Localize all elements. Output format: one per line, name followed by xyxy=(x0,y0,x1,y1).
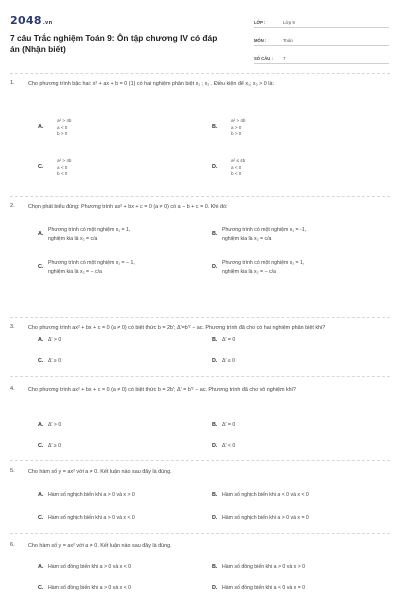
question-number: 2. xyxy=(10,203,15,209)
option-body xyxy=(222,259,304,276)
question-text: Cho hàm số y = ax² với a ≠ 0. Kết luận nào sau đây là đúng. xyxy=(28,469,172,475)
meta-value: Lớp 9 xyxy=(283,20,295,25)
option-body xyxy=(222,226,306,243)
option-body: Hàm số đồng biến khi a > 0 và x < 0 xyxy=(48,585,132,591)
option-body xyxy=(57,118,71,138)
option-line: Phương trình có một nghiệm x₁ = 1, xyxy=(48,227,131,233)
option-body: Δ' < 0 xyxy=(222,443,236,449)
divider xyxy=(10,73,390,74)
option-letter: C. xyxy=(38,358,44,364)
option-letter: D. xyxy=(212,515,218,521)
option-body: Hàm số đồng biến khi a < 0 và x = 0 xyxy=(222,585,306,591)
option-body: Hàm số nghịch biến khi a < 0 và x < 0 xyxy=(222,492,309,498)
option-letter: B. xyxy=(212,337,218,343)
question-text: Cho phương trình bậc hai: x² + ax + b = 0 (1) có hai nghiệm phân biệt x₁ ; x₂ . Điều kiện để x₁; x₂ > 0 là: xyxy=(28,81,274,87)
option-letter: D. xyxy=(212,443,218,449)
meta-label: MÔN : xyxy=(254,38,267,43)
meta-row-class xyxy=(254,15,389,28)
site-logo[interactable] xyxy=(10,14,52,27)
question-4 xyxy=(10,386,388,395)
logo-suffix: .vn xyxy=(42,20,53,26)
option-line: a² ≤ 4b xyxy=(231,158,246,163)
option-body: Hàm số nghịch biến khi a > 0 và x > 0 xyxy=(48,492,135,498)
question-text: Chọn phát biểu đúng: Phương trình ax² + bx + c = 0 (a ≠ 0) có a − b + c = 0. Khi đó: xyxy=(28,204,228,210)
question-number: 3. xyxy=(10,324,15,330)
option-letter: D. xyxy=(212,264,218,270)
option-body: Hàm số nghịch biến khi a > 0 và x = 0 xyxy=(222,515,309,521)
divider xyxy=(10,460,390,461)
option-body: Hàm số nghịch biến khi a > 0 và x < 0 xyxy=(48,515,135,521)
option-line: Phương trình có một nghiệm x₁ = -1, xyxy=(222,227,307,233)
question-text: Cho hàm số y = ax² với a ≠ 0. Kết luận nào sau đây là đúng. xyxy=(28,543,172,549)
option-body xyxy=(231,158,245,178)
option-body: Δ' ≥ 0 xyxy=(48,358,62,364)
option-letter: A. xyxy=(38,492,44,498)
page-title: 7 câu Trắc nghiệm Toán 9: Ôn tập chương IV có đáp án (Nhận biết) xyxy=(10,33,218,54)
meta-label: LỚP : xyxy=(254,20,266,25)
option-letter: B. xyxy=(212,492,218,498)
option-line: a < 0 xyxy=(231,164,242,170)
divider xyxy=(10,533,390,534)
logo-text: 2048 xyxy=(10,14,42,27)
option-line: b > 0 xyxy=(57,131,68,137)
option-line: b < 0 xyxy=(231,171,242,177)
option-line: nghiệm kia là x₂ = − c/a xyxy=(48,268,102,275)
option-letter: A. xyxy=(38,337,44,343)
option-line: a² > 4b xyxy=(57,158,72,163)
question-1 xyxy=(10,80,388,89)
divider xyxy=(10,376,390,377)
option-line: Phương trình có một nghiệm x₁ = 1, xyxy=(222,260,305,266)
meta-row-subject xyxy=(254,33,389,46)
option-body xyxy=(57,158,71,178)
option-body xyxy=(48,226,130,243)
option-letter: A. xyxy=(38,124,44,130)
question-text: Cho phương trình ax² + bx + c = 0 (a ≠ 0) có biệt thức b = 2b'; Δ'=b'² − ac. Phương trình đã cho có hai nghiệm phân biệt khi? xyxy=(28,325,326,331)
option-letter: B. xyxy=(212,422,218,428)
divider xyxy=(10,196,390,197)
option-letter: A. xyxy=(38,231,44,237)
question-number: 4. xyxy=(10,386,15,392)
option-letter: C. xyxy=(38,443,44,449)
divider xyxy=(10,317,390,318)
option-letter: A. xyxy=(38,422,44,428)
question-5 xyxy=(10,468,388,477)
option-line: nghiệm kia là x₂ = c/a xyxy=(222,235,272,242)
option-body: Δ' > 0 xyxy=(48,337,62,343)
question-number: 5. xyxy=(10,468,15,474)
option-body: Δ' = 0 xyxy=(222,422,236,428)
option-body xyxy=(48,259,135,276)
option-body: Hàm số đồng biến khi a > 0 và x > 0 xyxy=(222,564,306,570)
option-line: a > 0 xyxy=(231,124,242,130)
option-body: Δ' = 0 xyxy=(222,337,236,343)
option-letter: D. xyxy=(212,585,218,591)
question-number: 1. xyxy=(10,80,15,86)
option-letter: D. xyxy=(212,358,218,364)
option-letter: C. xyxy=(38,515,44,521)
option-letter: C. xyxy=(38,164,44,170)
option-body: Δ' ≤ 0 xyxy=(222,358,236,364)
option-line: b > 0 xyxy=(231,131,242,137)
meta-value: 7 xyxy=(283,56,286,61)
meta-value: Toán xyxy=(283,38,293,43)
option-line: Phương trình có một nghiệm x₁ = − 1, xyxy=(48,260,135,266)
question-3 xyxy=(10,324,388,333)
option-line: a < 0 xyxy=(57,124,68,130)
option-line: a < 0 xyxy=(57,164,68,170)
quiz-meta xyxy=(254,15,389,69)
option-line: a² > 4b xyxy=(231,118,246,123)
option-body: Δ' > 0 xyxy=(48,422,62,428)
option-line: a² > 4b xyxy=(57,118,72,123)
option-letter: B. xyxy=(212,124,218,130)
option-line: nghiệm kia là x₂ = c/a xyxy=(48,235,98,242)
question-number: 6. xyxy=(10,542,15,548)
option-letter: B. xyxy=(212,231,218,237)
meta-row-count xyxy=(254,51,389,64)
question-6 xyxy=(10,542,388,551)
option-body: Δ' ≥ 0 xyxy=(48,443,62,449)
option-line: nghiệm kia là x₂ = − c/a xyxy=(222,268,276,275)
question-2 xyxy=(10,203,388,212)
option-letter: A. xyxy=(38,564,44,570)
option-line: b < 0 xyxy=(57,171,68,177)
meta-label: SỐ CÂU : xyxy=(254,56,273,61)
option-body xyxy=(231,118,245,138)
question-text: Cho phương trình ax² + bx + c = 0 (a ≠ 0) có biệt thức b = 2b'; Δ' = b'² − ac. Phương trình đã cho vô nghiệm khi? xyxy=(28,387,296,393)
option-letter: B. xyxy=(212,564,218,570)
option-letter: C. xyxy=(38,264,44,270)
option-body: Hàm số đồng biến khi a > 0 và x < 0 xyxy=(48,564,132,570)
option-letter: D. xyxy=(212,164,218,170)
option-letter: C. xyxy=(38,585,44,591)
